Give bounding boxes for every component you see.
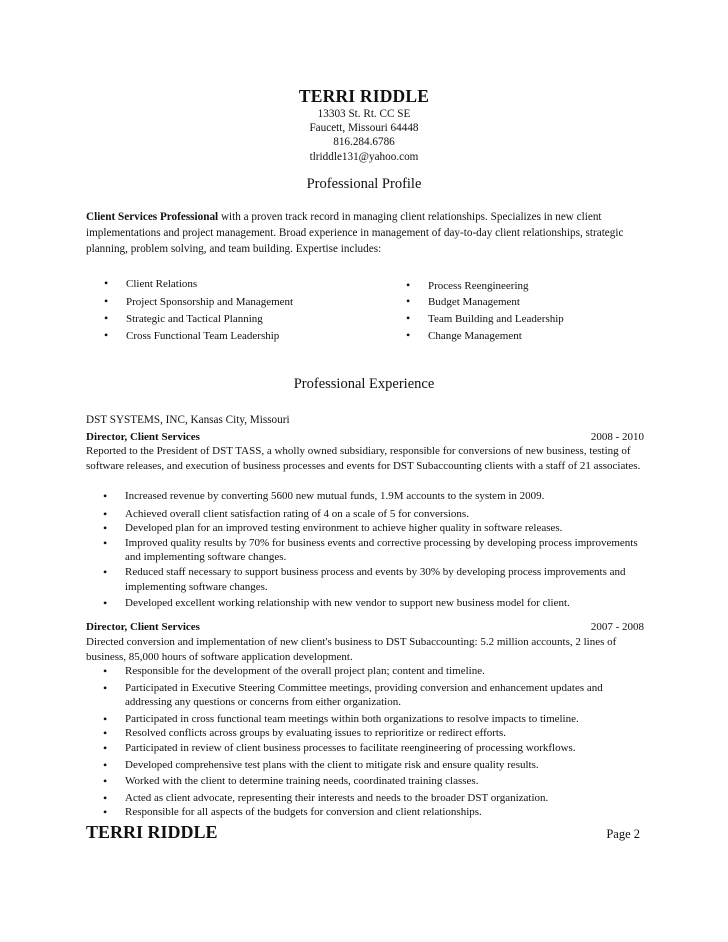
email-address: tlriddle131@yahoo.com <box>309 150 419 163</box>
resume-header <box>0 86 728 164</box>
bullet-icon: • <box>103 596 108 611</box>
role-achievements <box>103 489 648 611</box>
bullet-icon: • <box>103 774 108 789</box>
bullet-icon: • <box>406 328 411 342</box>
role-summary: Directed conversion and implementation of new client's business to DST Subaccounting: 5.2 million accounts, 2 lines of business, 85,000 hours of software application development. <box>86 636 617 663</box>
skill-item: • Project Sponsorship and Management <box>104 294 294 308</box>
skill-item: • Change Management <box>406 328 522 342</box>
bullet-icon: • <box>103 790 108 805</box>
page-number: Page 2 <box>606 827 640 841</box>
bullet-icon: • <box>103 506 108 521</box>
candidate-name: TERRI RIDDLE <box>298 86 430 106</box>
role-dates: 2007 - 2008 <box>590 621 644 633</box>
role-title: Director, Client Services 2008 - 2010 <box>86 431 644 443</box>
profile-text: with a proven track record in managing client relationships. Specializes in new client implementations and project management. Broad experience in management of day-to-day client relationships, strategic planning, problem solving, and team building. Expertise includes: <box>86 211 624 255</box>
profile-paragraph <box>86 210 646 257</box>
bullet-icon: • <box>103 664 108 678</box>
skill-item: • Budget Management <box>406 294 520 308</box>
bullet-icon: • <box>406 311 411 325</box>
bullet-icon: • <box>406 294 411 308</box>
skill-item: • Client Relations <box>104 276 198 290</box>
achievement-item: • Improved quality results by 70% for business events and corrective processing by developing process improvements and implementing software changes. <box>103 535 638 564</box>
achievement-item: • Developed plan for an improved testing environment to achieve higher quality in software releases. <box>103 521 563 536</box>
role-achievements <box>103 664 648 820</box>
profile-section-title: Professional Profile <box>306 176 422 192</box>
experience-section-title: Professional Experience <box>293 376 435 392</box>
bullet-icon: • <box>103 757 108 772</box>
address-line-1: 13303 St. Rt. CC SE <box>317 108 411 120</box>
achievement-item: • Developed comprehensive test plans with the client to mitigate risk and ensure quality results. <box>103 757 539 772</box>
skill-item: • Strategic and Tactical Planning <box>104 311 263 325</box>
company-name: DST SYSTEMS, INC, Kansas City, Missouri <box>86 414 290 426</box>
achievement-item: • Participated in cross functional team meetings within both organizations to resolve impacts to timeline. <box>103 711 579 726</box>
achievement-item: • Participated in Executive Steering Committee meetings, providing conversion and enhancement updates and addressing any questions or concerns from either organization. <box>103 680 603 709</box>
bullet-icon: • <box>104 294 109 308</box>
bullet-icon: • <box>103 535 108 550</box>
bullet-icon: • <box>104 311 109 325</box>
skill-item: • Team Building and Leadership <box>406 311 564 325</box>
role-dates: 2008 - 2010 <box>590 431 644 443</box>
achievement-item: • Increased revenue by converting 5600 new mutual funds, 1.9M accounts to the system in 2009. <box>103 489 545 503</box>
bullet-icon: • <box>406 278 411 292</box>
skill-item: • Process Reengineering <box>406 278 529 292</box>
achievement-item: • Achieved overall client satisfaction rating of 4 on a scale of 5 for conversions. <box>103 506 469 521</box>
bullet-icon: • <box>103 521 108 536</box>
role-summary: Reported to the President of DST TASS, a wholly owned subsidiary, responsible for conversions of new business, testing of software releases, and execution of business processes and events for DST Subaccounting clients with a staff of 21 associates. <box>86 445 641 472</box>
achievement-item: • Responsible for the development of the overall project plan; content and timeline. <box>103 664 485 678</box>
bullet-icon: • <box>103 711 108 726</box>
achievement-item: • Resolved conflicts across groups by evaluating issues to reprioritize or redirect efforts. <box>103 726 507 741</box>
bullet-icon: • <box>104 276 109 290</box>
achievement-item: • Developed excellent working relationship with new vendor to support new business model for client. <box>103 596 570 611</box>
bullet-icon: • <box>103 805 108 820</box>
skill-item: • Cross Functional Team Leadership <box>104 328 280 342</box>
skills-list <box>104 276 624 346</box>
bullet-icon: • <box>103 726 108 741</box>
achievement-item: • Participated in review of client business processes to facilitate reengineering of processing workflows. <box>103 740 576 755</box>
bullet-icon: • <box>103 740 108 755</box>
achievement-item: • Acted as client advocate, representing their interests and needs to the broader DST organization. <box>103 790 549 805</box>
phone-number: 816.284.6786 <box>333 136 395 149</box>
address-line-2: Faucett, Missouri 64448 <box>309 122 419 135</box>
bullet-icon: • <box>103 489 108 503</box>
bullet-icon: • <box>104 328 109 342</box>
profile-lead: Client Services Professional <box>86 211 219 223</box>
bullet-icon: • <box>103 680 108 695</box>
page-header-name: TERRI RIDDLE <box>86 822 218 842</box>
role-title: Director, Client Services 2007 - 2008 <box>86 621 644 633</box>
achievement-item: • Worked with the client to determine training needs, coordinated training classes. <box>103 774 479 789</box>
achievement-item: • Reduced staff necessary to support business process and events by 30% by developing process improvements and implementing software changes. <box>103 564 626 593</box>
achievement-item: • Responsible for all aspects of the budgets for conversion and client relationships. <box>103 805 482 820</box>
bullet-icon: • <box>103 564 108 579</box>
